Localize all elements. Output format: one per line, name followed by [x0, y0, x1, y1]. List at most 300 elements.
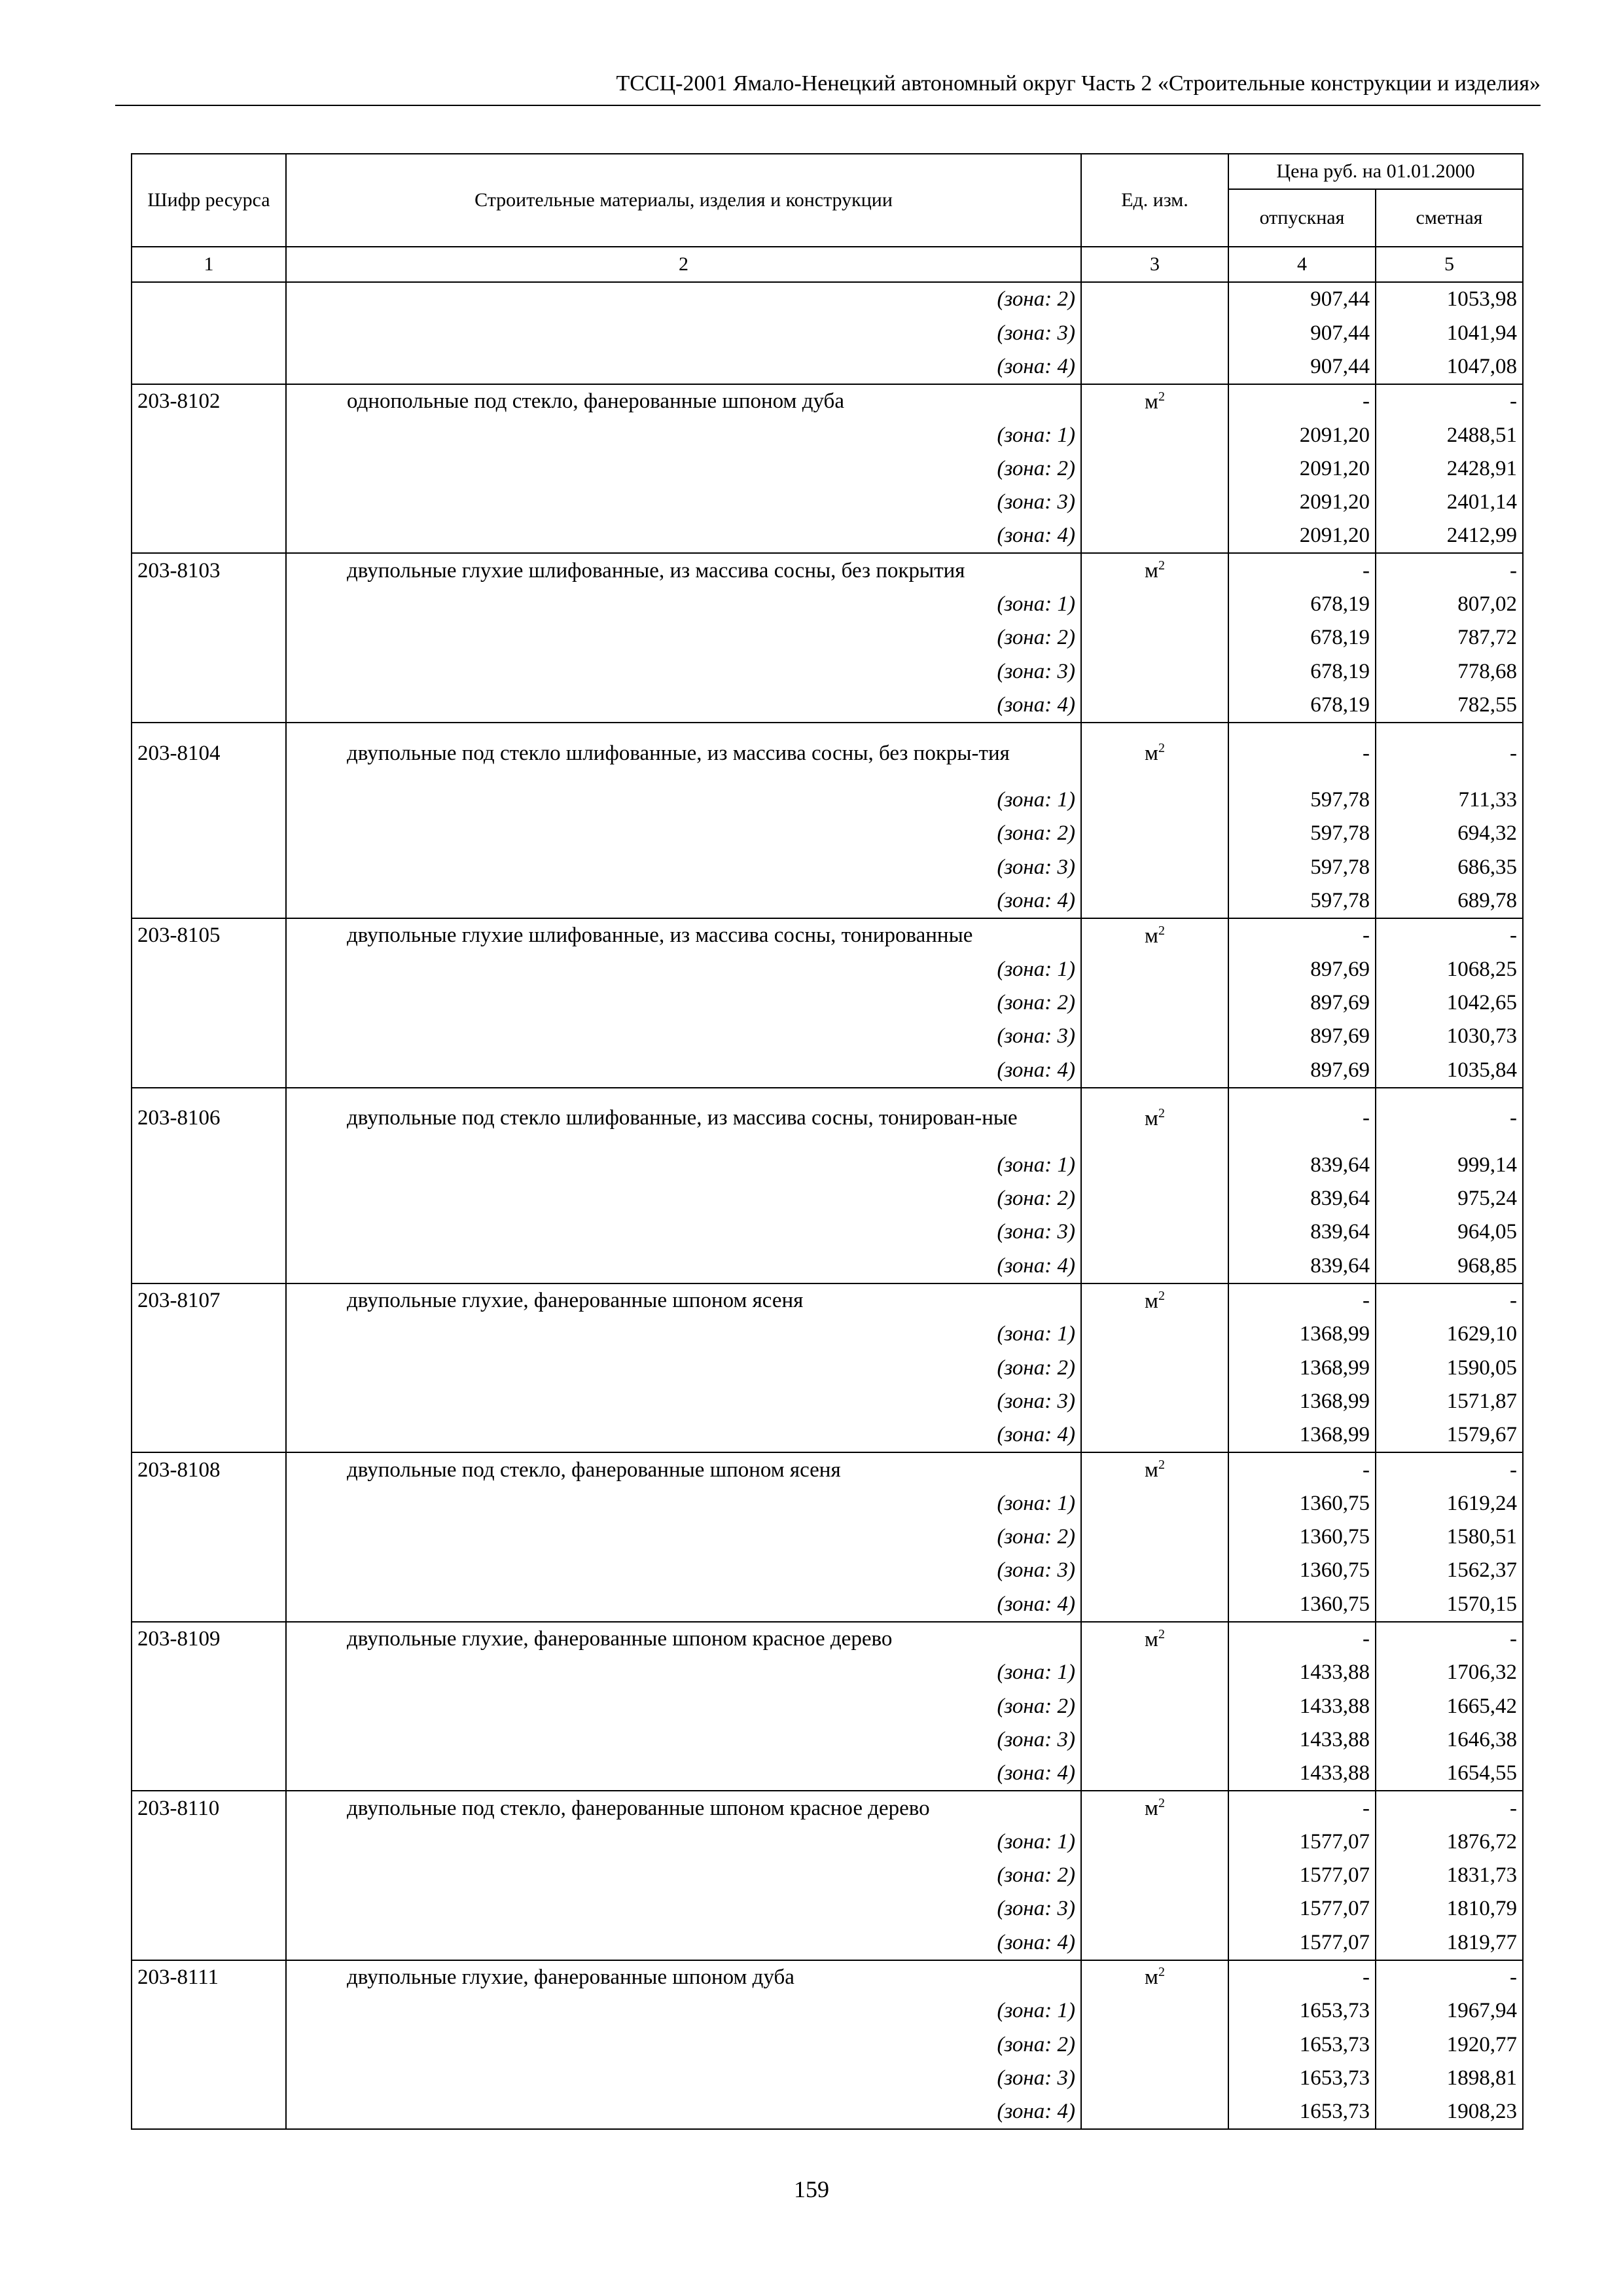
estimate-price: - [1376, 1791, 1523, 1825]
estimate-price: 2428,91 [1376, 452, 1523, 485]
unit-empty [1081, 588, 1228, 621]
resource-unit-cell [1081, 1452, 1228, 1486]
estimate-price: 1654,55 [1376, 1757, 1523, 1791]
resource-code-empty [132, 783, 286, 817]
table-row [132, 1859, 1523, 1892]
table-row [132, 1020, 1523, 1053]
resource-name-cell [286, 384, 1081, 418]
estimate-price: 689,78 [1376, 884, 1523, 918]
resource-code: 203-8108 [132, 1452, 286, 1486]
release-price: 897,69 [1228, 1020, 1376, 1053]
resource-unit: м [1145, 742, 1158, 766]
zone-label: (зона: 2) [286, 282, 1081, 316]
release-price: 597,78 [1228, 783, 1376, 817]
table-row [132, 1283, 1523, 1318]
table-row [132, 1318, 1523, 1351]
estimate-price: - [1376, 1960, 1523, 1994]
estimate-price: - [1376, 553, 1523, 587]
resource-code-empty [132, 1215, 286, 1249]
col-number-5: 5 [1376, 247, 1523, 282]
col-number-4: 4 [1228, 247, 1376, 282]
zone-label: (зона: 2) [286, 817, 1081, 850]
estimate-price: 1831,73 [1376, 1859, 1523, 1892]
unit-empty [1081, 655, 1228, 688]
unit-empty [1081, 1520, 1228, 1554]
col-number-3: 3 [1081, 247, 1228, 282]
resource-code-empty [132, 1587, 286, 1621]
table-row [132, 689, 1523, 723]
resource-code-empty [132, 486, 286, 519]
release-price: - [1228, 1960, 1376, 1994]
zone-label: (зона: 1) [286, 588, 1081, 621]
unit-empty [1081, 350, 1228, 384]
release-price: 897,69 [1228, 986, 1376, 1020]
release-price: 678,19 [1228, 621, 1376, 655]
resource-name: двупольные глухие шлифованные, из массива сосны, тонированные [347, 924, 973, 948]
resource-code-empty [132, 1487, 286, 1520]
col-header-release: отпускная [1228, 189, 1376, 247]
estimate-price: 807,02 [1376, 588, 1523, 621]
unit-empty [1081, 2062, 1228, 2095]
release-price: 1577,07 [1228, 1859, 1376, 1892]
resource-code-empty [132, 1892, 286, 1926]
zone-label: (зона: 1) [286, 1994, 1081, 2028]
unit-empty [1081, 418, 1228, 452]
estimate-price: 1967,94 [1376, 1994, 1523, 2028]
release-price: - [1228, 918, 1376, 952]
release-price: 1577,07 [1228, 1926, 1376, 1960]
table-row [132, 1215, 1523, 1249]
resource-unit: м [1145, 1106, 1158, 1130]
resource-name: двупольные под стекло шлифованные, из массива сосны, тонирован-ные [347, 1106, 1018, 1130]
resource-unit-exponent: 2 [1158, 558, 1165, 573]
col-header-price: Цена руб. на 01.01.2000 [1228, 154, 1523, 189]
resource-code: 203-8107 [132, 1283, 286, 1318]
unit-empty [1081, 689, 1228, 723]
resource-unit-cell [1081, 553, 1228, 587]
estimate-price: 1053,98 [1376, 282, 1523, 316]
table-row [132, 384, 1523, 418]
resource-code-empty [132, 1182, 286, 1215]
estimate-price: 1580,51 [1376, 1520, 1523, 1554]
resource-code-empty [132, 1020, 286, 1053]
resource-code: 203-8110 [132, 1791, 286, 1825]
table-row [132, 1587, 1523, 1621]
table-row [132, 1723, 1523, 1757]
table-row [132, 316, 1523, 350]
table-row [132, 1791, 1523, 1825]
resource-code-empty [132, 1418, 286, 1452]
zone-label: (зона: 3) [286, 316, 1081, 350]
unit-empty [1081, 1418, 1228, 1452]
table-row [132, 952, 1523, 986]
zone-label: (зона: 4) [286, 1757, 1081, 1791]
resource-name-cell [286, 1283, 1081, 1318]
table-row [132, 1825, 1523, 1858]
resource-code-empty [132, 418, 286, 452]
release-price: 1653,73 [1228, 2062, 1376, 2095]
col-header-code: Шифр ресурса [132, 154, 286, 247]
resource-name-cell [286, 1452, 1081, 1486]
release-price: - [1228, 1791, 1376, 1825]
table-row [132, 1053, 1523, 1087]
estimate-price: 1579,67 [1376, 1418, 1523, 1452]
release-price: 1360,75 [1228, 1587, 1376, 1621]
estimate-price: 1590,05 [1376, 1351, 1523, 1384]
table-row [132, 1452, 1523, 1486]
unit-empty [1081, 1587, 1228, 1621]
estimate-price: 964,05 [1376, 1215, 1523, 1249]
resource-code-empty [132, 2028, 286, 2061]
estimate-price: 2401,14 [1376, 486, 1523, 519]
estimate-price: 1619,24 [1376, 1487, 1523, 1520]
release-price: - [1228, 553, 1376, 587]
resource-name: двупольные глухие, фанерованные шпоном ясеня [347, 1289, 804, 1313]
page-number: 159 [794, 2176, 829, 2202]
table-row [132, 1249, 1523, 1283]
table-row [132, 1554, 1523, 1587]
zone-label: (зона: 1) [286, 1656, 1081, 1689]
table-row [132, 1418, 1523, 1452]
unit-empty [1081, 1757, 1228, 1791]
release-price: 1433,88 [1228, 1757, 1376, 1791]
table-row [132, 1994, 1523, 2028]
unit-empty [1081, 1859, 1228, 1892]
resource-code: 203-8105 [132, 918, 286, 952]
estimate-price: - [1376, 1452, 1523, 1486]
release-price: 1653,73 [1228, 2028, 1376, 2061]
unit-empty [1081, 1020, 1228, 1053]
resource-unit: м [1145, 1289, 1158, 1313]
release-price: 2091,20 [1228, 452, 1376, 485]
zone-label: (зона: 3) [286, 1723, 1081, 1757]
resource-unit-cell [1081, 1088, 1228, 1149]
col-number-1: 1 [132, 247, 286, 282]
resource-unit-exponent: 2 [1158, 741, 1165, 756]
col-header-name: Строительные материалы, изделия и конструкции [286, 154, 1081, 247]
resource-name: двупольные глухие, фанерованные шпоном красное дерево [347, 1627, 893, 1651]
unit-empty [1081, 486, 1228, 519]
price-table [131, 153, 1524, 2130]
unit-empty [1081, 1892, 1228, 1926]
unit-empty [1081, 1656, 1228, 1689]
table-row [132, 282, 1523, 316]
release-price: 1433,88 [1228, 1689, 1376, 1723]
resource-code-empty [132, 689, 286, 723]
zone-label: (зона: 4) [286, 884, 1081, 918]
resource-unit: м [1145, 559, 1158, 583]
resource-code-empty [132, 588, 286, 621]
resource-unit-cell [1081, 1791, 1228, 1825]
table-row [132, 1182, 1523, 1215]
estimate-price: - [1376, 1622, 1523, 1656]
release-price: 839,64 [1228, 1182, 1376, 1215]
resource-code: 203-8103 [132, 553, 286, 587]
estimate-price: 1665,42 [1376, 1689, 1523, 1723]
table-row [132, 519, 1523, 553]
table-row [132, 1149, 1523, 1182]
resource-unit-exponent: 2 [1158, 1796, 1165, 1810]
table-row [132, 621, 1523, 655]
resource-code-empty [132, 519, 286, 553]
zone-label: (зона: 4) [286, 2095, 1081, 2129]
resource-unit-cell [1081, 723, 1228, 783]
zone-label: (зона: 4) [286, 1587, 1081, 1621]
unit-empty [1081, 1385, 1228, 1418]
release-price: 897,69 [1228, 952, 1376, 986]
unit-empty [1081, 2028, 1228, 2061]
unit-empty [1081, 519, 1228, 553]
estimate-price: 1030,73 [1376, 1020, 1523, 1053]
table-row [132, 486, 1523, 519]
zone-label: (зона: 2) [286, 1859, 1081, 1892]
resource-group [132, 1283, 1523, 1452]
resource-code-empty [132, 1994, 286, 2028]
unit-empty [1081, 1249, 1228, 1283]
unit-empty [1081, 316, 1228, 350]
estimate-price: - [1376, 384, 1523, 418]
col-header-estimate: сметная [1376, 189, 1523, 247]
resource-name-cell [286, 1088, 1081, 1149]
resource-name: двупольные глухие шлифованные, из массива сосны, без покрытия [347, 558, 965, 583]
release-price: - [1228, 384, 1376, 418]
estimate-price: 1646,38 [1376, 1723, 1523, 1757]
table-row [132, 1926, 1523, 1960]
release-price: 1368,99 [1228, 1418, 1376, 1452]
resource-code-empty [132, 986, 286, 1020]
resource-code-empty [132, 1249, 286, 1283]
resource-unit-exponent: 2 [1158, 1458, 1165, 1473]
resource-group [132, 1791, 1523, 1960]
release-price: 2091,20 [1228, 418, 1376, 452]
resource-unit-exponent: 2 [1158, 1626, 1165, 1641]
release-price: 597,78 [1228, 884, 1376, 918]
estimate-price: - [1376, 1283, 1523, 1318]
estimate-price: 1068,25 [1376, 952, 1523, 986]
zone-label: (зона: 1) [286, 1149, 1081, 1182]
resource-code-empty [132, 817, 286, 850]
resource-unit-exponent: 2 [1158, 1965, 1165, 1980]
zone-label: (зона: 2) [286, 1351, 1081, 1384]
resource-unit: м [1145, 924, 1158, 948]
estimate-price: 787,72 [1376, 621, 1523, 655]
resource-name: однопольные под стекло, фанерованные шпоном дуба [347, 389, 844, 414]
resource-code-empty [132, 952, 286, 986]
estimate-price: 1629,10 [1376, 1318, 1523, 1351]
col-number-2: 2 [286, 247, 1081, 282]
resource-code-empty [132, 1554, 286, 1587]
resource-code: 203-8109 [132, 1622, 286, 1656]
zone-label: (зона: 2) [286, 621, 1081, 655]
release-price: 1368,99 [1228, 1318, 1376, 1351]
release-price: 2091,20 [1228, 486, 1376, 519]
unit-empty [1081, 282, 1228, 316]
table-row [132, 850, 1523, 884]
resource-name-cell [286, 723, 1081, 783]
zone-label: (зона: 1) [286, 952, 1081, 986]
zone-label: (зона: 3) [286, 655, 1081, 688]
estimate-price: 1570,15 [1376, 1587, 1523, 1621]
resource-code-empty [132, 1825, 286, 1858]
table-row [132, 2095, 1523, 2129]
zone-label: (зона: 1) [286, 783, 1081, 817]
resource-unit-cell [1081, 1960, 1228, 1994]
release-price: 839,64 [1228, 1215, 1376, 1249]
resource-code-empty [132, 884, 286, 918]
estimate-price: 1876,72 [1376, 1825, 1523, 1858]
estimate-price: 1908,23 [1376, 2095, 1523, 2129]
resource-code-empty [132, 452, 286, 485]
resource-unit-cell [1081, 1283, 1228, 1318]
release-price: - [1228, 1088, 1376, 1149]
resource-group [132, 723, 1523, 918]
release-price: - [1228, 1452, 1376, 1486]
unit-empty [1081, 1053, 1228, 1087]
table-row [132, 1656, 1523, 1689]
unit-empty [1081, 1487, 1228, 1520]
zone-label: (зона: 1) [286, 1487, 1081, 1520]
resource-code-empty [132, 1656, 286, 1689]
resource-code-empty [132, 1053, 286, 1087]
release-price: 897,69 [1228, 1053, 1376, 1087]
table-row [132, 884, 1523, 918]
table-row [132, 1757, 1523, 1791]
zone-label: (зона: 4) [286, 1249, 1081, 1283]
resource-code-empty [132, 1385, 286, 1418]
resource-unit: м [1145, 1965, 1158, 1990]
resource-code-empty [132, 1689, 286, 1723]
resource-unit: м [1145, 1458, 1158, 1482]
release-price: - [1228, 1622, 1376, 1656]
resource-name-cell [286, 1622, 1081, 1656]
running-header: ТССЦ-2001 Ямало-Ненецкий автономный округ Часть 2 «Строительные конструкции и изделия» [616, 71, 1541, 96]
estimate-price: 1571,87 [1376, 1385, 1523, 1418]
resource-code-empty [132, 316, 286, 350]
col-header-unit: Ед. изм. [1081, 154, 1228, 247]
resource-code-empty [132, 1859, 286, 1892]
unit-empty [1081, 1351, 1228, 1384]
table-row [132, 452, 1523, 485]
estimate-price: 1898,81 [1376, 2062, 1523, 2095]
table-row [132, 1622, 1523, 1656]
table-row [132, 1487, 1523, 1520]
zone-label: (зона: 3) [286, 1892, 1081, 1926]
unit-empty [1081, 1182, 1228, 1215]
resource-name: двупольные под стекло, фанерованные шпоном красное дерево [347, 1796, 930, 1820]
unit-empty [1081, 1149, 1228, 1182]
zone-label: (зона: 4) [286, 689, 1081, 723]
resource-unit-cell [1081, 1622, 1228, 1656]
header-rule [115, 105, 1541, 106]
release-price: 907,44 [1228, 282, 1376, 316]
release-price: 597,78 [1228, 850, 1376, 884]
release-price: - [1228, 1283, 1376, 1318]
unit-empty [1081, 1554, 1228, 1587]
resource-group [132, 553, 1523, 722]
estimate-price: 711,33 [1376, 783, 1523, 817]
table-row [132, 1520, 1523, 1554]
table-row [132, 1892, 1523, 1926]
resource-group [132, 282, 1523, 384]
resource-code-empty [132, 621, 286, 655]
zone-label: (зона: 4) [286, 1053, 1081, 1087]
resource-code: 203-8104 [132, 723, 286, 783]
release-price: 1433,88 [1228, 1723, 1376, 1757]
zone-label: (зона: 4) [286, 1418, 1081, 1452]
unit-empty [1081, 452, 1228, 485]
unit-empty [1081, 1723, 1228, 1757]
estimate-price: - [1376, 918, 1523, 952]
resource-code-empty [132, 655, 286, 688]
zone-label: (зона: 3) [286, 1020, 1081, 1053]
release-price: 1653,73 [1228, 2095, 1376, 2129]
resource-unit-exponent: 2 [1158, 923, 1165, 938]
table-row [132, 986, 1523, 1020]
resource-code-empty [132, 1520, 286, 1554]
unit-empty [1081, 621, 1228, 655]
table-row [132, 2062, 1523, 2095]
estimate-price: 2488,51 [1376, 418, 1523, 452]
resource-code-empty [132, 1926, 286, 1960]
estimate-price: - [1376, 723, 1523, 783]
estimate-price: 999,14 [1376, 1149, 1523, 1182]
resource-name-cell [286, 918, 1081, 952]
release-price: 2091,20 [1228, 519, 1376, 553]
estimate-price: 1706,32 [1376, 1656, 1523, 1689]
release-price: 1360,75 [1228, 1520, 1376, 1554]
resource-unit-exponent: 2 [1158, 1105, 1165, 1121]
zone-label: (зона: 2) [286, 2028, 1081, 2061]
resource-code-empty [132, 1318, 286, 1351]
zone-label: (зона: 3) [286, 2062, 1081, 2095]
resource-unit-exponent: 2 [1158, 389, 1165, 404]
resource-unit-cell [1081, 918, 1228, 952]
zone-label: (зона: 1) [286, 418, 1081, 452]
resource-group [132, 384, 1523, 553]
table-row [132, 817, 1523, 850]
resource-code-empty [132, 2062, 286, 2095]
release-price: 678,19 [1228, 689, 1376, 723]
resource-name: двупольные глухие, фанерованные шпоном дуба [347, 1965, 794, 1989]
release-price: 839,64 [1228, 1149, 1376, 1182]
table-row [132, 1088, 1523, 1149]
unit-empty [1081, 884, 1228, 918]
unit-empty [1081, 952, 1228, 986]
estimate-price: 1042,65 [1376, 986, 1523, 1020]
release-price: 1360,75 [1228, 1554, 1376, 1587]
unit-empty [1081, 986, 1228, 1020]
release-price: - [1228, 723, 1376, 783]
estimate-price: 782,55 [1376, 689, 1523, 723]
zone-label: (зона: 1) [286, 1318, 1081, 1351]
resource-group [132, 1088, 1523, 1283]
resource-code-empty [132, 1723, 286, 1757]
resource-code-empty [132, 850, 286, 884]
resource-code-empty [132, 350, 286, 384]
release-price: 1653,73 [1228, 1994, 1376, 2028]
unit-empty [1081, 1825, 1228, 1858]
release-price: 678,19 [1228, 655, 1376, 688]
estimate-price: 1920,77 [1376, 2028, 1523, 2061]
resource-code-empty [132, 1757, 286, 1791]
resource-code-empty [132, 1149, 286, 1182]
table-row [132, 918, 1523, 952]
zone-label: (зона: 4) [286, 519, 1081, 553]
estimate-price: 686,35 [1376, 850, 1523, 884]
estimate-price: 968,85 [1376, 1249, 1523, 1283]
release-price: 1368,99 [1228, 1351, 1376, 1384]
table-row [132, 350, 1523, 384]
